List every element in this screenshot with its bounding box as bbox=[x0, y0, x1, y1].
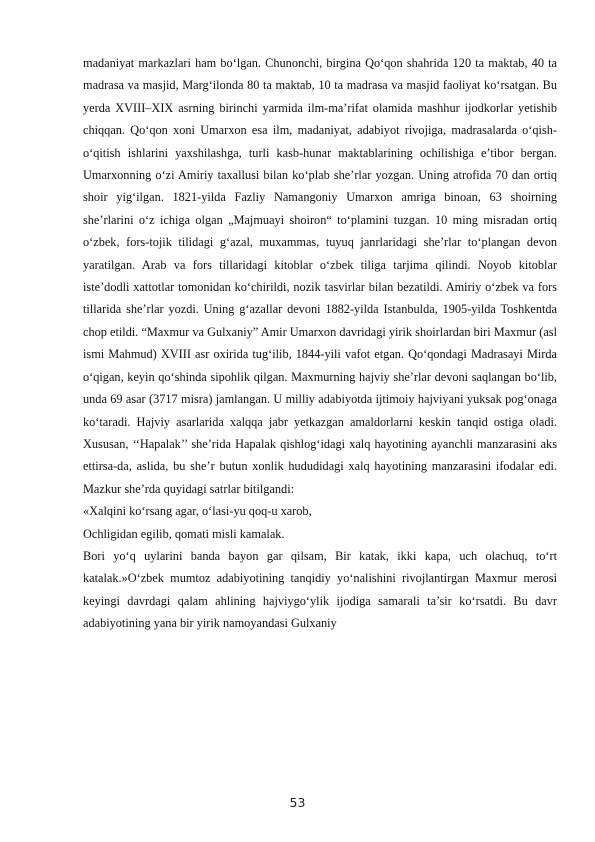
page-body bbox=[83, 52, 557, 635]
page-number: 53 bbox=[289, 795, 306, 810]
verse-line: «Xalqini ko‘rsang agar, o‘lasi-yu qoq-u xarob, bbox=[83, 504, 312, 519]
verse-line: Ochligidan egilib, qomati misli kamalak. bbox=[83, 526, 285, 541]
body-paragraph: madaniyat markazlari ham bo‘lgan. Chunonchi, birgina Qo‘qon shahrida 120 ta maktab, 40 ta madrasa va masjid, Marg‘ilonda 80 ta maktab, 10 ta madrasa va masjid faoliyat ko‘rsatgan. Bu yerda XVIII–XIX asrning birinchi yarmida ilm-ma’rifat olamida mashhur ijodkorlar yetishib chiqqan. Qo‘qon xoni Umarxon esa ilm, madaniyat, adabiyot rivojiga, madrasalarda o‘qish-o‘qitish ishlarini yaxshilashga, turli kasb-hunar maktablarining ochilishiga e’tibor bergan. Umarxonning o‘zi Amiriy taxallusi bilan ko‘plab she’rlar yozgan. Uning atrofida 70 dan ortiq shoir yig‘ilgan. 1821-yilda Fazliy Namangoniy Umarxon amriga binoan, 63 shoirning she’rlarini o‘z ichiga olgan „Majmuayi shoiron“ to‘plamini tuzgan. 10 ming misradan ortiq o‘zbek, fors-tojik tilidagi g‘azal, muxammas, tuyuq janrlaridagi she’rlar to‘plangan devon yaratilgan. Arab va fors tillaridagi kitoblar o‘zbek tiliga tarjima qilindi. Noyob kitoblar iste’dodli xattotlar tomonidan ko‘chirildi, nozik tasvirlar bilan bezatildi. Amiriy o‘zbek va fors tillarida she’rlar yozdi. Uning g‘azallar devoni 1882-yilda Istanbulda, 1905-yilda Toshkentda chop etildi. “Maxmur va Gulxaniy” Amir Umarxon davridagi yirik shoirlardan biri Maxmur (asl ismi Mahmud) XVIII asr oxirida tug‘ilib, 1844-yili vafot etgan. Qo‘qondagi Madrasayi Mirda o‘qigan, keyin qo‘shinda sipohlik qilgan. Maxmurning hajviy she’rlar devoni saqlangan bo‘lib, unda 69 asar (3717 misra) jamlangan. U milliy adabiyotda ijtimoiy hajviyani yuksak pog‘onaga ko‘taradi. Hajviy asarlarida xalqqa jabr yetkazgan amaldorlarni keskin tanqid ostiga oladi. Xususan, ‘‘Hapalak’’ she’rida Hapalak qishlog‘idagi xalq hayotining ayanchli manzarasini aks ettirsa-da, aslida, bu she’r butun xonlik hududidagi xalq hayotining manzarasini ifodalar edi. Mazkur she’rda quyidagi satrlar bitilgandi: bbox=[83, 56, 557, 496]
body-paragraph: Bori yo‘q uylarini banda bayon gar qilsam, Bir katak, ikki kapa, uch olachuq, to‘rt katalak.»O‘zbek mumtoz adabiyotining tanqidiy yo‘nalishini rivojlantirgan Maxmur merosi keyingi davrdagi qalam ahlining hajviygo‘ylik ijodiga samarali ta’sir ko‘rsatdi. Bu davr adabiyotining yana bir yirik namoyandasi Gulxaniy bbox=[83, 548, 557, 631]
